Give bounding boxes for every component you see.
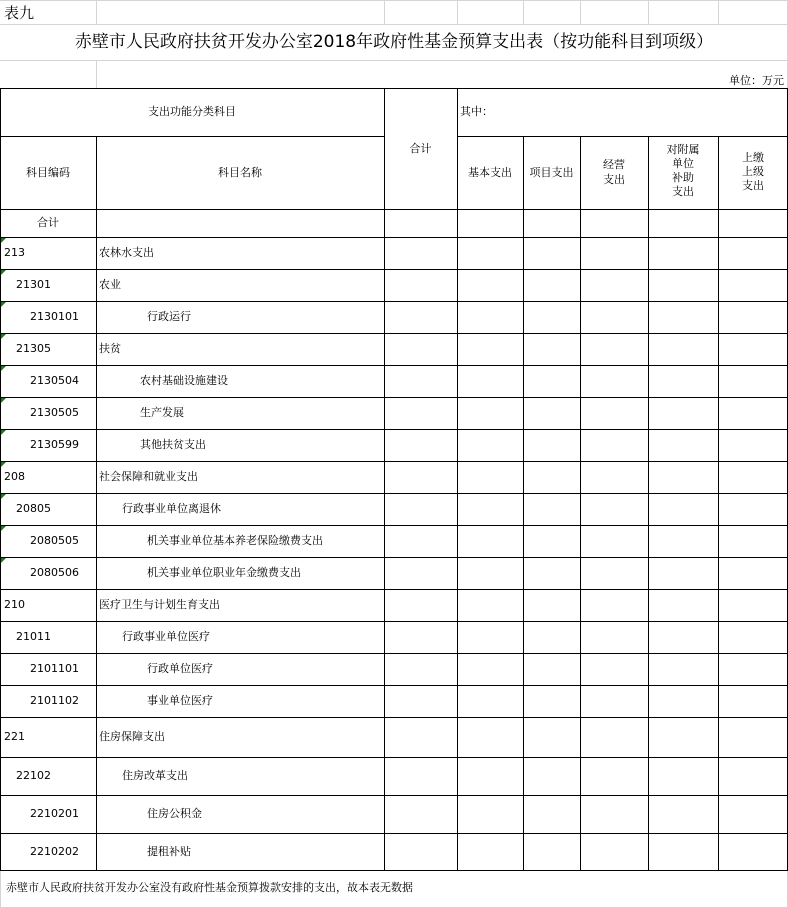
row-name: 扶贫 [99,342,121,355]
sheet-label: 表九 [4,4,35,22]
header-code: 科目编码 [26,166,70,179]
row-code: 21301 [16,278,51,291]
header-subsidiary-3: 补助 [672,171,694,184]
text-format-indicator-icon [1,366,6,371]
row-name: 提租补贴 [147,845,191,858]
text-format-indicator-icon [1,334,6,339]
row-code: 210 [4,598,25,611]
row-code: 2130599 [30,438,79,451]
row-name: 行政运行 [147,310,191,323]
row-border [0,717,788,718]
row-border [0,621,788,622]
row-border [0,493,788,494]
row-name: 住房改革支出 [122,769,188,782]
text-format-indicator-icon [1,558,6,563]
row-name: 生产发展 [140,406,184,419]
text-format-indicator-icon [1,398,6,403]
row-code: 2080506 [30,566,79,579]
row-name: 社会保障和就业支出 [99,470,198,483]
header-total: 合计 [409,142,432,155]
header-operating-1: 经营 [603,158,625,171]
row-name: 住房保障支出 [99,730,165,743]
row-code: 2101102 [30,694,79,707]
row-code: 2210201 [30,807,79,820]
row-name: 农村基础设施建设 [140,374,228,387]
row-border [0,237,788,238]
header-project: 项目支出 [529,166,574,179]
row-border [0,557,788,558]
row-border [0,397,788,398]
row-code: 2101101 [30,662,79,675]
row-border [0,870,788,871]
header-subsidiary-2: 单位 [672,157,694,170]
row-name: 行政单位医疗 [147,662,213,675]
row-code: 2130504 [30,374,79,387]
text-format-indicator-icon [1,430,6,435]
text-format-indicator-icon [1,238,6,243]
row-name: 行政事业单位离退休 [122,502,221,515]
header-name: 科目名称 [218,166,262,179]
row-code: 22102 [16,769,51,782]
row-border [0,461,788,462]
row-code: 221 [4,730,25,743]
row-code: 21011 [16,630,51,643]
row-name: 农业 [99,278,121,291]
row-name: 行政事业单位医疗 [122,630,210,643]
row-code: 2210202 [30,845,79,858]
header-remit-1: 上缴 [742,151,764,164]
header-of-which: 其中： [460,105,493,118]
row-name: 住房公积金 [147,807,202,820]
text-format-indicator-icon [1,270,6,275]
row-name: 机关事业单位职业年金缴费支出 [147,566,301,579]
row-border [0,301,788,302]
text-format-indicator-icon [1,462,6,467]
page-title: 赤壁市人民政府扶贫开发办公室2018年政府性基金预算支出表（按功能科目到项级） [74,32,714,52]
row-border [0,685,788,686]
row-border [0,269,788,270]
header-basic: 基本支出 [468,166,512,179]
row-border [0,795,788,796]
text-format-indicator-icon [1,302,6,307]
total-row-label: 合计 [37,216,59,229]
row-name: 农林水支出 [99,246,154,259]
row-code: 2130101 [30,310,79,323]
row-name: 事业单位医疗 [147,694,213,707]
header-subsidiary-4: 支出 [672,185,694,198]
row-code: 208 [4,470,25,483]
row-border [0,525,788,526]
row-border [0,429,788,430]
row-border [0,589,788,590]
header-category: 支出功能分类科目 [148,105,236,118]
row-code: 2080505 [30,534,79,547]
row-border [0,833,788,834]
row-name: 医疗卫生与计划生育支出 [99,598,220,611]
row-code: 20805 [16,502,51,515]
row-name: 其他扶贫支出 [140,438,206,451]
row-name: 机关事业单位基本养老保险缴费支出 [147,534,323,547]
row-code: 213 [4,246,25,259]
header-subsidiary-1: 对附属 [666,143,700,156]
row-border [0,365,788,366]
header-remit-3: 支出 [742,179,764,192]
row-border [0,757,788,758]
unit-label: 单位：万元 [729,74,784,87]
row-code: 2130505 [30,406,79,419]
footnote: 赤壁市人民政府扶贫开发办公室没有政府性基金预算拨款安排的支出，故本表无数据 [6,881,413,894]
row-border [0,333,788,334]
header-operating-2: 支出 [603,173,625,186]
text-format-indicator-icon [1,494,6,499]
text-format-indicator-icon [1,526,6,531]
row-code: 21305 [16,342,51,355]
header-remit-2: 上级 [742,165,764,178]
row-border [0,653,788,654]
